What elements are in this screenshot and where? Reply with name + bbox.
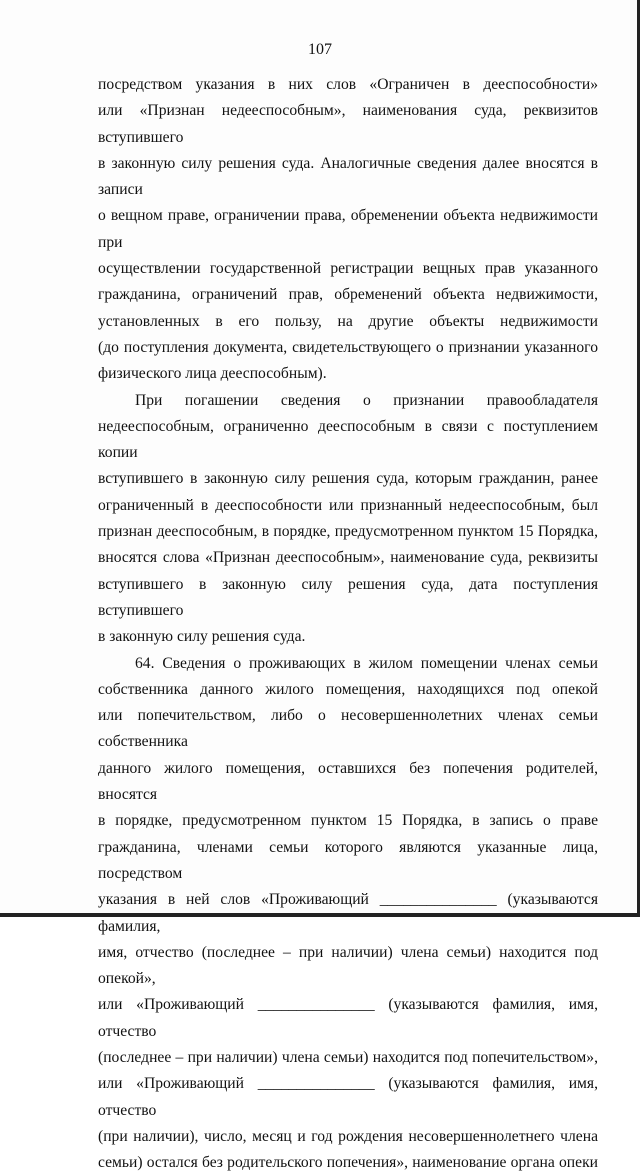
text-line: посредством указания в них слов «Ограничен в дееспособности» bbox=[98, 76, 598, 93]
text-line: осуществлении государственной регистрации вещных прав указанного bbox=[98, 260, 598, 278]
text-line: вступившего в законную силу решения суда, дата поступления вступившего bbox=[98, 575, 598, 619]
document-body bbox=[98, 72, 598, 1176]
text-line: (до поступления документа, свидетельствующего о признании указанного bbox=[98, 338, 598, 356]
text-line: физического лица дееспособным). bbox=[98, 365, 327, 383]
text-line: или попечительством, либо о несовершеннолетних членах семьи собственника bbox=[98, 707, 598, 751]
text-line: о вещном праве, ограничении права, обременении объекта недвижимости при bbox=[98, 207, 598, 251]
page-number: 107 bbox=[308, 41, 332, 58]
text-line: установленных в его пользу, на другие объекты недвижимости bbox=[98, 312, 598, 330]
text-line: или «Проживающий _______________ (указываются фамилия, имя, отчество bbox=[98, 996, 598, 1040]
text-line: ограниченный в дееспособности или признанный недееспособным, был bbox=[98, 496, 598, 514]
text-line: семьи) остался без родительского попечения», наименование органа опеки bbox=[98, 1154, 598, 1172]
text-line: или «Проживающий _______________ (указываются фамилия, имя, отчество bbox=[98, 1075, 598, 1119]
text-line: признан дееспособным, в порядке, предусмотренном пунктом 15 Порядка, bbox=[98, 523, 598, 541]
text-line: недееспособным, ограниченно дееспособным в связи с поступлением копии bbox=[98, 417, 598, 462]
text-line: гражданина, членами семьи которого являются указанные лица, посредством bbox=[98, 838, 598, 882]
text-line: или «Признан недееспособным», наименования суда, реквизитов вступившего bbox=[98, 102, 598, 146]
text-line: (последнее – при наличии) члена семьи) находится под попечительством», bbox=[98, 1048, 598, 1066]
text-line: данного жилого помещения, оставшихся без попечения родителей, вносятся bbox=[98, 759, 598, 804]
text-line: указания в ней слов «Проживающий _______________ (указываются фамилия, bbox=[98, 891, 598, 935]
text-line: (при наличии), число, месяц и год рождения несовершеннолетнего члена bbox=[98, 1127, 598, 1145]
text-line: в порядке, предусмотренном пунктом 15 Порядка, в запись о праве bbox=[98, 812, 598, 830]
text-line: вступившего в законную силу решения суда, которым гражданин, ранее bbox=[98, 470, 598, 488]
text-line: имя, отчество (последнее – при наличии) члена семьи) находится под опекой», bbox=[98, 943, 598, 988]
text-line: в законную силу решения суда. Аналогичные сведения далее вносятся в записи bbox=[98, 154, 598, 199]
text-line: вносятся слова «Признан дееспособным», наименование суда, реквизиты bbox=[98, 549, 598, 567]
text-line: в законную силу решения суда. bbox=[98, 628, 306, 646]
text-line: 64. Сведения о проживающих в жилом помещении членах семьи bbox=[135, 654, 598, 672]
text-line: При погашении сведения о признании правообладателя bbox=[135, 391, 598, 409]
text-line: гражданина, ограничений прав, обременений объекта недвижимости, bbox=[98, 286, 598, 304]
text-line: собственника данного жилого помещения, находящихся под опекой bbox=[98, 680, 598, 698]
